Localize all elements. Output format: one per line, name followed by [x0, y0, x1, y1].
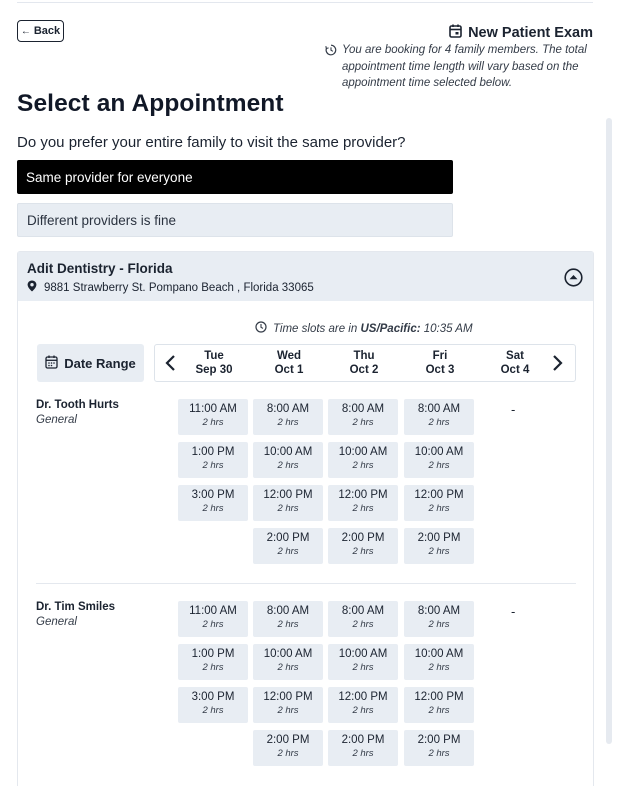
- slot-duration: 2 hrs: [428, 503, 450, 514]
- slot-duration: 2 hrs: [428, 705, 450, 716]
- day-of-week: Sat: [506, 350, 524, 362]
- clock-history-icon: [325, 42, 337, 92]
- slot-duration: 2 hrs: [352, 417, 374, 428]
- slot-time: 2:00 PM: [266, 532, 310, 544]
- time-slot-button[interactable]: [178, 601, 248, 637]
- time-slot-button[interactable]: [253, 528, 323, 564]
- time-slot-button[interactable]: [253, 644, 323, 680]
- time-slot-button[interactable]: [178, 687, 248, 723]
- time-slot-button[interactable]: [404, 485, 474, 521]
- back-button-label: Back: [33, 25, 61, 37]
- slot-time: 10:00 AM: [414, 648, 464, 660]
- slot-time: 10:00 AM: [414, 446, 464, 458]
- slot-duration: 2 hrs: [277, 503, 299, 514]
- option-same-provider[interactable]: Same provider for everyone: [17, 160, 453, 194]
- slot-duration: 2 hrs: [428, 460, 450, 471]
- slot-time: 1:00 PM: [191, 446, 235, 458]
- slot-duration: 2 hrs: [352, 705, 374, 716]
- day-date: Sep 30: [195, 364, 233, 376]
- slot-duration: 2 hrs: [352, 662, 374, 673]
- slot-time: 2:00 PM: [417, 532, 461, 544]
- day-date: Oct 1: [274, 364, 304, 376]
- chevron-right-icon[interactable]: [549, 354, 565, 372]
- slot-duration: 2 hrs: [202, 460, 224, 471]
- day-date: Oct 4: [500, 364, 530, 376]
- day-of-week: Fri: [432, 350, 448, 362]
- slot-time: 11:00 AM: [189, 605, 237, 617]
- location-name: Adit Dentistry - Florida: [27, 261, 173, 276]
- booking-note: [325, 42, 600, 92]
- timezone-time: 10:35 AM: [423, 322, 473, 335]
- exam-title: [449, 24, 593, 42]
- no-slots-mark: -: [511, 402, 516, 417]
- time-slot-button[interactable]: [178, 485, 248, 521]
- back-button[interactable]: [17, 20, 64, 42]
- clock-icon: [255, 321, 267, 336]
- day-of-week: Wed: [276, 350, 302, 362]
- slot-duration: 2 hrs: [202, 417, 224, 428]
- provider-name: Dr. Tooth Hurts: [36, 399, 119, 411]
- time-slot-button[interactable]: [404, 644, 474, 680]
- day-date: Oct 3: [425, 364, 455, 376]
- time-slot-button[interactable]: [328, 442, 398, 478]
- slot-time: 2:00 PM: [417, 734, 461, 746]
- chevron-left-icon[interactable]: [163, 354, 179, 372]
- slot-duration: 2 hrs: [428, 619, 450, 630]
- time-slot-button[interactable]: [178, 442, 248, 478]
- slot-time: 1:00 PM: [191, 648, 235, 660]
- day-of-week: Thu: [353, 350, 375, 362]
- slot-duration: 2 hrs: [277, 619, 299, 630]
- time-slot-button[interactable]: [328, 687, 398, 723]
- slot-time: 2:00 PM: [266, 734, 310, 746]
- time-slot-button[interactable]: [253, 730, 323, 766]
- slot-time: 8:00 AM: [341, 605, 385, 617]
- day-date: Oct 2: [349, 364, 379, 376]
- slot-duration: 2 hrs: [428, 662, 450, 673]
- slot-duration: 2 hrs: [277, 662, 299, 673]
- slot-duration: 2 hrs: [352, 619, 374, 630]
- slot-duration: 2 hrs: [202, 619, 224, 630]
- top-divider: [17, 0, 593, 3]
- location-header[interactable]: [18, 252, 593, 301]
- time-slot-button[interactable]: [328, 601, 398, 637]
- slot-duration: 2 hrs: [202, 503, 224, 514]
- day-header: [179, 349, 249, 377]
- slot-duration: 2 hrs: [352, 460, 374, 471]
- exam-title-text: New Patient Exam: [468, 25, 593, 41]
- provider-name: Dr. Tim Smiles: [36, 601, 116, 613]
- time-slot-button[interactable]: [253, 399, 323, 435]
- booking-note-text: You are booking for 4 family members. The total appointment time length will vary based on the appointment time selected below.: [342, 44, 587, 89]
- location-card: [17, 251, 594, 786]
- time-slot-button[interactable]: [404, 730, 474, 766]
- slot-time: 3:00 PM: [191, 489, 235, 501]
- timezone-zone: US/Pacific:: [360, 322, 421, 335]
- date-navigator: [154, 344, 576, 382]
- slot-time: 10:00 AM: [263, 446, 313, 458]
- day-header: [480, 349, 550, 377]
- slot-duration: 2 hrs: [202, 662, 224, 673]
- slot-time: 12:00 PM: [338, 691, 388, 703]
- slot-time: 10:00 AM: [263, 648, 313, 660]
- time-slot-button[interactable]: [404, 442, 474, 478]
- location-address: [27, 280, 314, 295]
- slot-duration: 2 hrs: [428, 546, 450, 557]
- day-header: [405, 349, 475, 377]
- slot-duration: 2 hrs: [277, 546, 299, 557]
- slot-time: 10:00 AM: [338, 446, 388, 458]
- time-slot-button[interactable]: [178, 399, 248, 435]
- calendar-icon: [45, 355, 58, 372]
- chevron-up-circle-icon[interactable]: [564, 268, 583, 287]
- time-slot-button[interactable]: [253, 442, 323, 478]
- page-title: Select an Appointment: [17, 90, 284, 117]
- slot-duration: 2 hrs: [277, 460, 299, 471]
- day-of-week: Tue: [204, 350, 224, 362]
- time-slot-button[interactable]: [328, 399, 398, 435]
- time-slot-button[interactable]: [328, 485, 398, 521]
- slot-duration: 2 hrs: [428, 417, 450, 428]
- provider-specialty: General: [36, 616, 77, 628]
- slot-time: 11:00 AM: [189, 403, 237, 415]
- time-slot-button[interactable]: [178, 644, 248, 680]
- time-slot-button[interactable]: [404, 528, 474, 564]
- slot-duration: 2 hrs: [277, 705, 299, 716]
- slot-time: 8:00 AM: [417, 403, 461, 415]
- time-slot-button[interactable]: [328, 528, 398, 564]
- slot-time: 8:00 AM: [341, 403, 385, 415]
- slot-time: 12:00 PM: [263, 489, 313, 501]
- provider-specialty: General: [36, 414, 77, 426]
- arrow-left-icon: ←: [20, 25, 31, 37]
- location-address-text: 9881 Strawberry St. Pompano Beach , Florida 33065: [44, 281, 314, 294]
- slot-time: 12:00 PM: [414, 691, 464, 703]
- slot-time: 12:00 PM: [414, 489, 464, 501]
- slot-time: 12:00 PM: [263, 691, 313, 703]
- time-slot-button[interactable]: [404, 687, 474, 723]
- slot-time: 2:00 PM: [341, 734, 385, 746]
- time-slot-button[interactable]: [253, 601, 323, 637]
- slot-time: 8:00 AM: [266, 403, 310, 415]
- time-slot-button[interactable]: [404, 601, 474, 637]
- slot-duration: 2 hrs: [352, 503, 374, 514]
- date-range-label: Date Range: [64, 355, 136, 371]
- timezone-note: [255, 321, 473, 336]
- slot-time: 10:00 AM: [338, 648, 388, 660]
- time-slot-button[interactable]: [328, 730, 398, 766]
- day-header: [329, 349, 399, 377]
- provider-divider: [36, 583, 576, 584]
- no-slots-mark: -: [511, 604, 516, 619]
- time-slot-button[interactable]: [404, 399, 474, 435]
- time-slot-button[interactable]: [328, 644, 398, 680]
- slot-duration: 2 hrs: [352, 748, 374, 759]
- slot-time: 8:00 AM: [417, 605, 461, 617]
- calendar-icon: [449, 24, 462, 42]
- scrollbar[interactable]: [606, 118, 612, 744]
- timezone-prefix: Time slots are in: [273, 322, 358, 335]
- provider-question: Do you prefer your entire family to visit the same provider?: [17, 134, 406, 151]
- time-slot-button[interactable]: [253, 485, 323, 521]
- map-pin-icon: [27, 280, 37, 295]
- day-header: [254, 349, 324, 377]
- option-different-providers[interactable]: Different providers is fine: [17, 203, 453, 237]
- slot-duration: 2 hrs: [428, 748, 450, 759]
- date-range-button[interactable]: [37, 344, 144, 382]
- time-slot-button[interactable]: [253, 687, 323, 723]
- slot-time: 8:00 AM: [266, 605, 310, 617]
- slot-time: 3:00 PM: [191, 691, 235, 703]
- slot-duration: 2 hrs: [352, 546, 374, 557]
- slot-duration: 2 hrs: [277, 417, 299, 428]
- slot-time: 2:00 PM: [341, 532, 385, 544]
- slot-duration: 2 hrs: [202, 705, 224, 716]
- slot-duration: 2 hrs: [277, 748, 299, 759]
- slot-time: 12:00 PM: [338, 489, 388, 501]
